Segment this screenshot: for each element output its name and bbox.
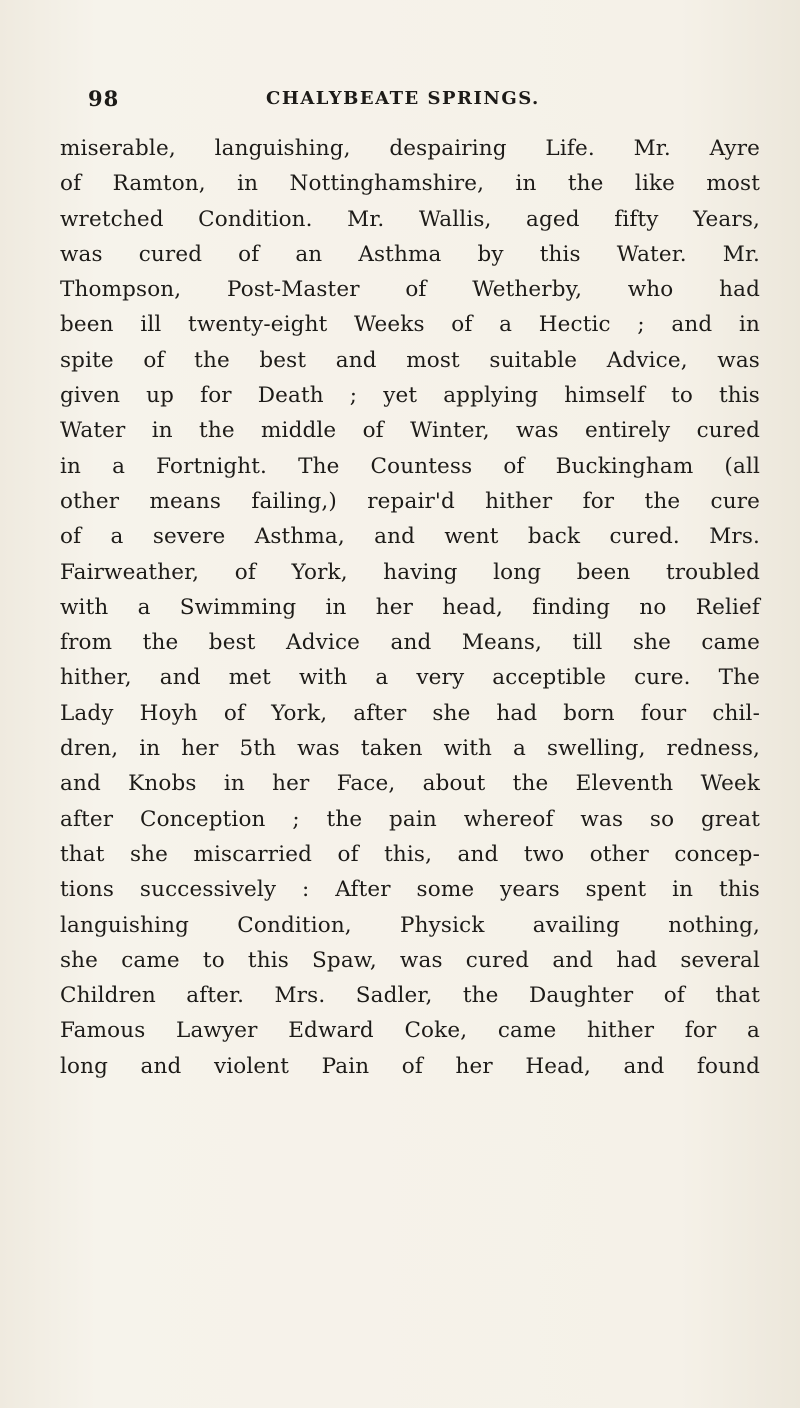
text-line: of a severe Asthma, and went back cured. Mrs. bbox=[60, 524, 760, 550]
text-line: miserable, languishing, despairing Life. Mr. Ayre bbox=[60, 136, 760, 161]
running-title: CHALYBEATE SPRINGS. bbox=[266, 88, 540, 109]
text-line: after Conception ; the pain whereof was so great bbox=[60, 806, 760, 832]
body-text bbox=[60, 131, 760, 1084]
text-line: of Ramton, in Nottinghamshire, in the like most bbox=[60, 171, 760, 197]
text-line: Fairweather, of York, having long been troubled bbox=[60, 559, 760, 585]
text-line: given up for Death ; yet applying himself to this bbox=[60, 383, 760, 409]
page-header bbox=[88, 86, 708, 116]
text-line: dren, in her 5th was taken with a swelling, redness, bbox=[60, 736, 760, 762]
text-line: Water in the middle of Winter, was entirely cured bbox=[60, 418, 760, 444]
text-line: with a Swimming in her head, finding no Relief bbox=[60, 594, 760, 620]
text-line: from the best Advice and Means, till she came bbox=[60, 630, 760, 656]
text-line: languishing Condition, Physick availing nothing, bbox=[60, 912, 760, 938]
text-line: been ill twenty-eight Weeks of a Hectic ; and in bbox=[60, 312, 760, 338]
text-line: Lady Hoyh of York, after she had born four chil- bbox=[60, 700, 760, 726]
text-line: long and violent Pain of her Head, and found bbox=[60, 1053, 760, 1079]
text-line: Famous Lawyer Edward Coke, came hither for a bbox=[60, 1018, 760, 1044]
page-number: 98 bbox=[88, 86, 120, 111]
text-line: spite of the best and most suitable Advice, was bbox=[60, 347, 760, 373]
text-line: Thompson, Post-Master of Wetherby, who had bbox=[60, 277, 760, 303]
text-line: was cured of an Asthma by this Water. Mr. bbox=[60, 241, 760, 267]
text-line: that she miscarried of this, and two other concep- bbox=[60, 841, 760, 867]
text-line: and Knobs in her Face, about the Eleventh Week bbox=[60, 771, 760, 797]
text-line: Children after. Mrs. Sadler, the Daughter of that bbox=[60, 983, 760, 1009]
text-line: in a Fortnight. The Countess of Buckingham (all bbox=[60, 453, 760, 479]
text-line: hither, and met with a very acceptible cure. The bbox=[60, 665, 760, 691]
text-line: wretched Condition. Mr. Wallis, aged fifty Years, bbox=[60, 206, 760, 232]
text-line: other means failing,) repair'd hither for the cure bbox=[60, 488, 760, 514]
text-line: tions successively : After some years spent in this bbox=[60, 877, 760, 903]
text-line: she came to this Spaw, was cured and had several bbox=[60, 947, 760, 973]
